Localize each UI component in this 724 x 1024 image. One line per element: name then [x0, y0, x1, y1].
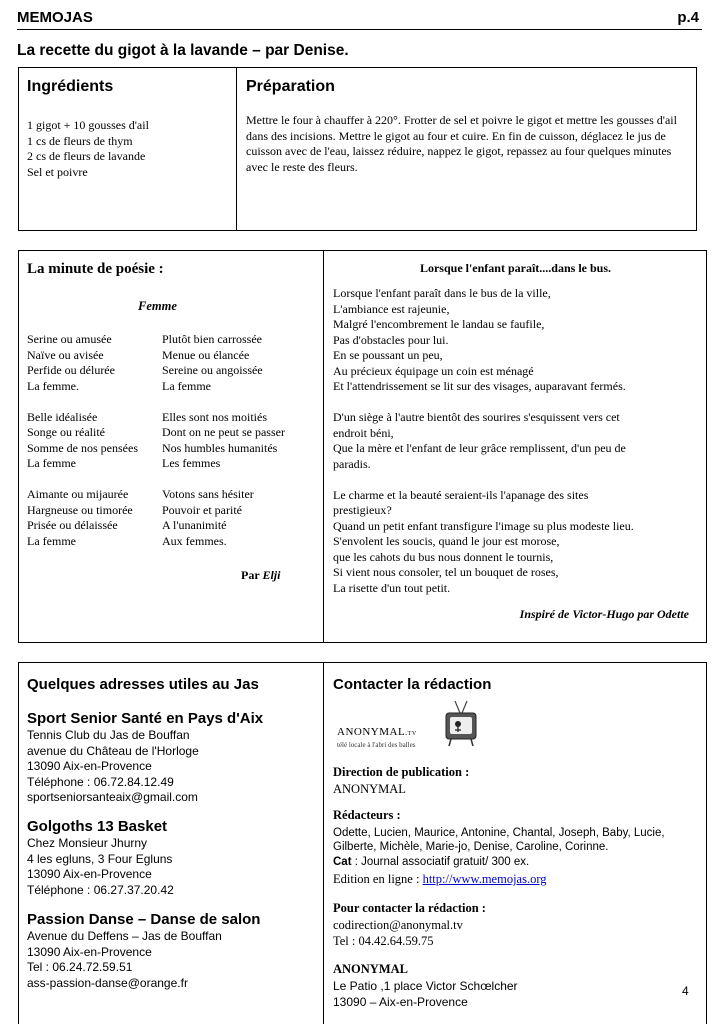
stanza-gap — [27, 394, 138, 410]
org-address-line: 13090 – Aix-en-Provence — [333, 995, 468, 1009]
direction-label: Direction de publication : — [333, 765, 470, 779]
cat-line — [333, 856, 529, 868]
poem-line: Naïve ou avisée — [27, 347, 104, 362]
contact-title: Contacter la rédaction — [333, 676, 492, 693]
poem-line: Somme de nos pensées — [27, 440, 138, 455]
poem-line: Malgré l'encombrement le landau se faufile, — [333, 317, 545, 331]
newsletter-name: MEMOJAS — [17, 9, 93, 26]
direction-value: ANONYMAL — [333, 782, 406, 796]
recipe-divider — [236, 67, 237, 231]
poem-line: Au précieux équipage un coin est ménagé — [333, 363, 534, 378]
poem-line: Elles sont nos moitiés — [162, 409, 267, 424]
poem-line: A l'unanimité — [162, 518, 227, 532]
redacteurs-value: Odette, Lucien, Maurice, Antonine, Chantal, Joseph, Baby, Lucie, Gilberte, Michèle, Marie-jo, Denise, Caroline, Corinne. — [333, 827, 665, 853]
address-line: 13090 Aix-en-Provence — [27, 944, 152, 959]
info-divider — [323, 662, 324, 1024]
bus-poem-text — [333, 286, 634, 596]
poem-right-column — [162, 332, 285, 549]
org-address-line: Le Patio ,1 place Victor Schœlcher — [333, 979, 518, 993]
poem-line: La femme — [162, 378, 211, 393]
stanza-gap — [333, 395, 634, 411]
poem-line: Sereine ou angoissée — [162, 363, 263, 377]
email-line: ass-passion-danse@orange.fr — [27, 975, 188, 990]
email-line: sportseniorsanteaix@gmail.com — [27, 790, 198, 804]
edition-line — [333, 872, 547, 887]
logo-wordmark: anonymal.tv — [337, 723, 417, 739]
poem-line: Perfide ou délurée — [27, 363, 115, 377]
address-name: Passion Danse – Danse de salon — [27, 911, 261, 928]
page-number: 4 — [682, 984, 689, 998]
poem-line: La femme. — [27, 378, 79, 393]
poem-line: paradis. — [333, 456, 371, 471]
preparation-text: Mettre le four à chauffer à 220°. Frotter de sel et poivre le gigot et mettre les gousses d'ail dans des incisions. Mettre le gigot au four et cuire. En fin de cuisson, déglacez le jus de cuisson avec de l'eau, laissez réduire, nappez le gigot, repassez au four quelques minutes avec le reste des fleurs. — [246, 113, 677, 174]
page-label: p.4 — [677, 9, 699, 26]
org-name: ANONYMAL — [333, 962, 408, 976]
preparation-title: Préparation — [246, 78, 335, 95]
poem-line: Hargneuse ou timorée — [27, 502, 133, 517]
poem-line: endroit béni, — [333, 425, 394, 440]
poem-line: Le charme et la beauté seraient-ils l'apanage des sites — [333, 487, 589, 502]
poem-line: Menue ou élancée — [162, 347, 250, 362]
ingredients-list — [27, 118, 149, 180]
bus-poem-title: Lorsque l'enfant paraît....dans le bus. — [419, 261, 612, 275]
addresses-title: Quelques adresses utiles au Jas — [27, 676, 259, 693]
header-rule — [17, 29, 702, 30]
phone-line: Tel : 06.24.72.59.51 — [27, 960, 133, 974]
poem-line: Belle idéalisée — [27, 409, 98, 424]
ingredient-item: 1 gigot + 10 gousses d'ail — [27, 118, 149, 132]
address-line: Chez Monsieur Jhurny — [27, 836, 148, 850]
poem-line: Pouvoir et parité — [162, 502, 242, 517]
phone-line: Téléphone : 06.27.37.20.42 — [27, 882, 174, 897]
poem-line: Aimante ou mijaurée — [27, 487, 129, 501]
poem-line: Votons sans hésiter — [162, 487, 254, 501]
address-block — [27, 728, 199, 806]
website-link[interactable]: http://www.memojas.org — [422, 872, 547, 886]
address-line: 13090 Aix-en-Provence — [27, 759, 152, 773]
contact-email[interactable]: codirection@anonymal.tv — [333, 918, 463, 932]
ingredient-item: Sel et poivre — [27, 164, 88, 179]
poetry-section-title: La minute de poésie : — [27, 261, 164, 277]
poem-line: La femme — [27, 456, 76, 470]
contact-label: Pour contacter la rédaction : — [333, 901, 486, 915]
tv-icon — [443, 699, 479, 749]
poem-left-column — [27, 332, 138, 549]
ingredient-item: 1 cs de fleurs de thym — [27, 133, 133, 148]
anonymal-logo — [335, 697, 485, 755]
redacteurs-label: Rédacteurs : — [333, 808, 401, 822]
bus-poem-credit: Inspiré de Victor-Hugo par Odette — [519, 607, 689, 621]
poem-line: que les cahots du bus nous donnent le tournis, — [333, 549, 554, 564]
poem-line: Plutôt bien carrossée — [162, 332, 262, 346]
address-line: 13090 Aix-en-Provence — [27, 867, 152, 881]
poem-line: Que la mère et l'enfant de leur grâce remplissent, d'un peu de — [333, 441, 626, 455]
address-block — [27, 836, 174, 898]
signature-prefix: Par — [241, 568, 263, 582]
poem-title: Femme — [138, 299, 177, 313]
signature-name: Elji — [262, 568, 281, 582]
stanza-gap — [162, 472, 285, 488]
poem-line: prestigieux? — [333, 503, 392, 517]
phone-line: Téléphone : 06.72.84.12.49 — [27, 774, 174, 789]
stanza-gap — [162, 394, 285, 410]
poem-line: Prisée ou délaissée — [27, 518, 118, 532]
address-line: 4 les egluns, 3 Four Egluns — [27, 851, 173, 866]
contact-phone: Tel : 04.42.64.59.75 — [333, 934, 434, 948]
poem-signature — [241, 568, 280, 583]
poem-line: Serine ou amusée — [27, 332, 112, 346]
poem-line: Songe ou réalité — [27, 425, 105, 439]
address-block — [27, 929, 222, 991]
poem-line: Lorsque l'enfant paraît dans le bus de la ville, — [333, 286, 551, 300]
address-line: Avenue du Deffens – Jas de Bouffan — [27, 929, 222, 943]
poem-line: D'un siège à l'autre bientôt des sourires s'esquissent vers cet — [333, 410, 620, 424]
poem-line: Pas d'obstacles pour lui. — [333, 332, 449, 347]
poem-line: L'ambiance est rajeunie, — [333, 301, 450, 316]
cat-value: : Journal associatif gratuit/ 300 ex. — [351, 856, 530, 868]
page-title: La recette du gigot à la lavande – par Denise. — [17, 42, 349, 59]
poetry-divider — [323, 250, 324, 643]
poem-line: La femme — [27, 533, 76, 548]
poem-line: Quand un petit enfant transfigure l'image su plus modeste lieu. — [333, 518, 634, 533]
poem-line: Aux femmes. — [162, 533, 227, 548]
address-name: Sport Senior Santé en Pays d'Aix — [27, 710, 264, 727]
logo-tagline: télé locale à l'abri des balles — [337, 741, 416, 749]
ingredients-title: Ingrédients — [27, 78, 114, 95]
address-line: Tennis Club du Jas de Bouffan — [27, 728, 190, 742]
stanza-gap — [333, 472, 634, 488]
cat-label: Cat — [333, 856, 352, 868]
address-line: avenue du Château de l'Horloge — [27, 743, 199, 758]
poem-line: En se poussant un peu, — [333, 348, 443, 362]
stanza-gap — [27, 472, 138, 488]
ingredient-item: 2 cs de fleurs de lavande — [27, 149, 146, 163]
address-name: Golgoths 13 Basket — [27, 818, 168, 835]
poem-line: Dont on ne peut se passer — [162, 425, 285, 439]
poem-line: Nos humbles humanités — [162, 440, 278, 455]
poem-line: Si vient nous consoler, tel un bouquet de roses, — [333, 565, 559, 579]
poem-line: S'envolent les soucis, quand le jour est morose, — [333, 534, 560, 548]
poem-line: La risette d'un tout petit. — [333, 580, 451, 595]
edition-label: Edition en ligne : — [333, 872, 423, 886]
poem-line: Les femmes — [162, 456, 221, 470]
poem-line: Et l'attendrissement se lit sur des visages, auparavant fermés. — [333, 379, 626, 393]
